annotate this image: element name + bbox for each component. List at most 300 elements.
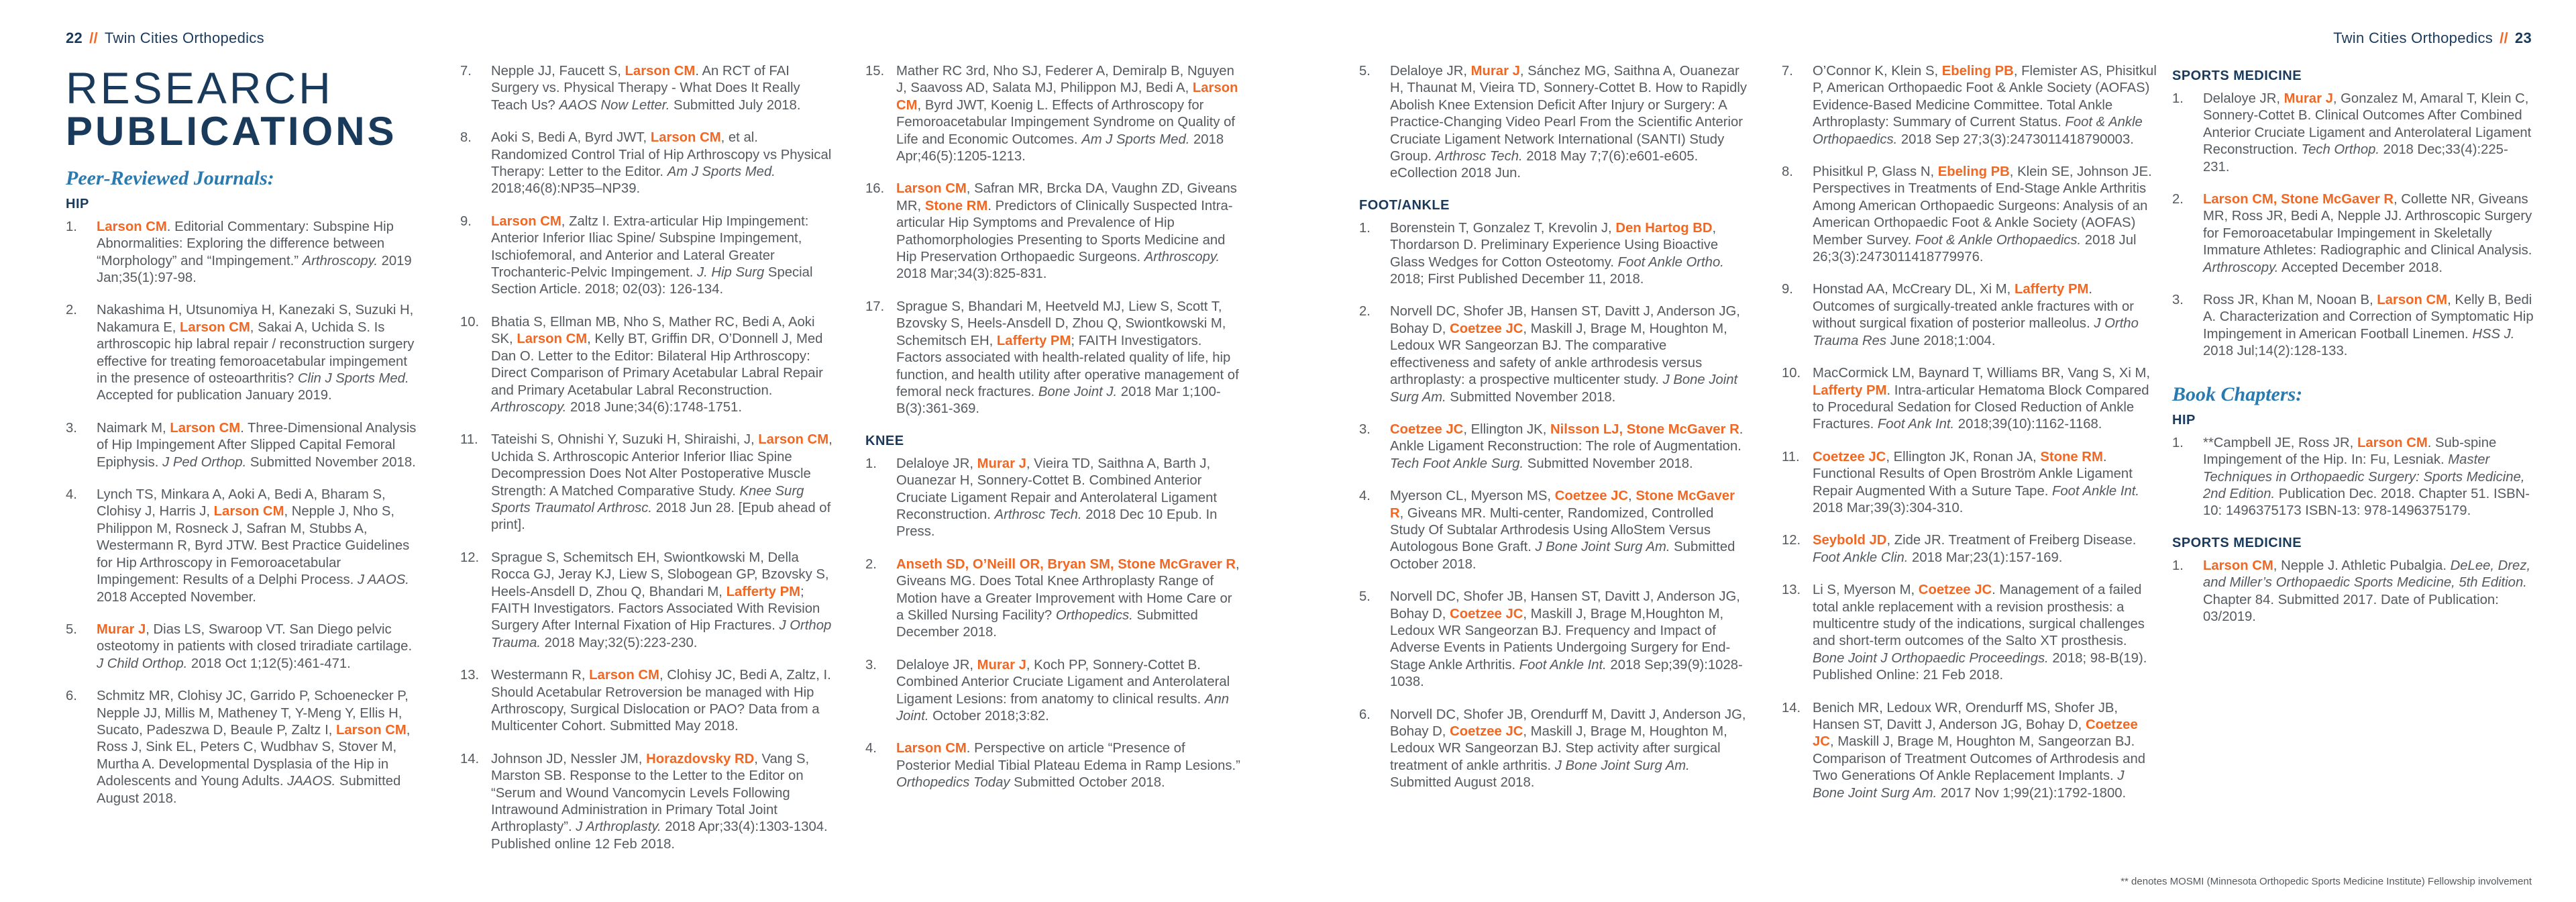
reference-text bbox=[97, 302, 421, 404]
reference-segment: Accepted December 2018. bbox=[2278, 260, 2443, 275]
journal-name: Tech Foot Ankle Surg. bbox=[1390, 456, 1524, 471]
right-separator: // bbox=[2500, 30, 2508, 46]
reference-segment: , Ellington JK, bbox=[1463, 421, 1550, 437]
highlighted-author: Ebeling PB bbox=[1941, 64, 2014, 79]
reference-segment: 2018 Mar;23(1):157-169. bbox=[1908, 550, 2063, 565]
reference-item bbox=[1782, 164, 2157, 266]
highlighted-author: Coetzee JC bbox=[1450, 606, 1523, 621]
reference-text bbox=[896, 299, 1241, 418]
reference-text bbox=[1390, 707, 1748, 792]
journal-name: DeLee, Drez, and Miller’s Orthopaedic Sports Medicine, 5th Edition. bbox=[2203, 558, 2531, 591]
reference-segment: , Zaltz I. Extra-articular Hip Impingement: Anterior Inferior Iliac Spine/ Subspine Impingement, Ischiofemoral, and Anterior and Lateral Greater Trochanteric-Pelvic Impingement. bbox=[491, 213, 809, 281]
reference-segment: , Maskill J, Brage M, Houghton M, Ledoux WR Sangeorzan BJ. The comparative effectiveness and safety of ankle arthrodesis versus arthroplasty: a prospective multicenter study. bbox=[1390, 321, 1727, 388]
highlighted-author: Larson CM bbox=[896, 741, 967, 756]
reference-segment: Nakashima H, Utsunomiya H, Kanezaki S, Suzuki H, Nakamura E, bbox=[97, 303, 414, 335]
reference-segment: 2018 June;34(6):1748-1751. bbox=[566, 399, 742, 415]
reference-text bbox=[1813, 582, 2157, 684]
reference-segment: Ross JR, Khan M, Nooan B, bbox=[2203, 293, 2377, 308]
journal-name: Orthopedics Today bbox=[896, 775, 1010, 791]
reference-item bbox=[865, 299, 1241, 418]
reference-number: 5. bbox=[1359, 64, 1371, 79]
reference-number: 1. bbox=[2172, 91, 2184, 106]
journal-name: Arthrosc Tech. bbox=[1435, 149, 1523, 164]
journal-name: J Bone Joint Surg Am. bbox=[1535, 540, 1670, 555]
reference-text bbox=[1813, 281, 2157, 350]
reference-number: 2. bbox=[865, 556, 877, 572]
reference-segment: Johnson JD, Nessler JM, bbox=[491, 751, 647, 766]
reference-segment: 2018 Oct 1;12(5):461-471. bbox=[187, 656, 351, 671]
reference-segment: . Perspective on article “Presence of Posterior Medial Tibial Plateau Edema in Ramp Lesions.” bbox=[896, 741, 1240, 773]
reference-text bbox=[2203, 191, 2534, 277]
highlighted-author: Larson CM bbox=[213, 504, 284, 519]
reference-number: 10. bbox=[460, 314, 480, 330]
reference-item bbox=[460, 751, 836, 853]
reference-segment: . An RCT of FAI Surgery vs. Physical Therapy - What Does It Really Teach Us? bbox=[491, 64, 800, 113]
journal-name: Orthopedics. bbox=[1055, 607, 1133, 623]
reference-segment: 2018;39(10):1162-1168. bbox=[1954, 417, 2102, 432]
reference-item bbox=[1782, 281, 2157, 350]
reference-segment: 2018 Mar 1;100-B(3):361-369. bbox=[896, 384, 1221, 417]
reference-segment: Submitted November 2018. bbox=[246, 454, 416, 470]
journal-name: AAOS Now Letter. bbox=[559, 97, 670, 113]
reference-text bbox=[1813, 449, 2157, 517]
reference-segment: , Vang S, Marston SB. Response to the Letter to the Editor on “Serum and Wound Vancomycin Levels Following Intrawound Administration in Primary Total Joint Arthroplasty”. bbox=[491, 751, 810, 835]
title-research: RESEARCH bbox=[66, 63, 333, 113]
reference-item bbox=[460, 63, 836, 114]
highlighted-author: Lafferty PM bbox=[996, 333, 1071, 348]
reference-text bbox=[97, 487, 421, 606]
reference-segment: 2018 Dec 10 Epub. In Press. bbox=[896, 507, 1218, 540]
reference-text bbox=[896, 63, 1241, 165]
reference-segment: . Management of a failed total ankle replacement with a revision prosthesis: a multicentre study of the indications, surgical challenges and short-term outcomes of the Salto XT prosthesis. bbox=[1813, 583, 2145, 649]
highlighted-author: Coetzee JC bbox=[1554, 489, 1629, 504]
reference-text bbox=[491, 432, 836, 534]
reference-segment: 2018 Dec;33(4):225-231. bbox=[2203, 142, 2508, 174]
reference-text bbox=[2203, 435, 2534, 520]
journal-name: JAAOS. bbox=[287, 774, 336, 789]
reference-number: 7. bbox=[460, 64, 472, 79]
reference-item bbox=[1359, 488, 1748, 573]
reference-text bbox=[2203, 292, 2534, 360]
reference-text bbox=[1390, 220, 1748, 289]
journal-name: Foot Ankle Int. bbox=[2052, 483, 2140, 499]
reference-segment: 2018 Mar;39(3):304-310. bbox=[1813, 500, 1964, 515]
reference-segment: Submitted November 2018. bbox=[1523, 456, 1693, 471]
journal-name: J Child Orthop. bbox=[97, 656, 188, 671]
reference-item bbox=[66, 219, 421, 287]
reference-segment: 2019 Jan;35(1):97-98. bbox=[97, 253, 412, 286]
reference-segment: Myerson CL, Myerson MS, bbox=[1390, 489, 1555, 504]
reference-segment: , Clohisy JC, Bedi A, Zaltz, I. Should Acetabular Retroversion be managed with Hip Arthroscopy, Surgical Dislocation or PAO? Data from a Multicenter Cohort. Submitted May 2018. bbox=[491, 668, 831, 734]
reference-segment: Submitted August 2018. bbox=[1390, 775, 1535, 791]
reference-segment: 2018 Mar;34(3):825-831. bbox=[896, 266, 1047, 282]
reference-segment: Submitted July 2018. bbox=[669, 97, 801, 113]
reference-segment: Submitted October 2018. bbox=[1390, 540, 1735, 572]
highlighted-author: Larson CM bbox=[650, 130, 721, 146]
reference-segment: Accepted for publication January 2019. bbox=[97, 388, 332, 403]
reference-text bbox=[491, 63, 836, 114]
highlighted-author: Lafferty PM bbox=[726, 584, 801, 599]
journal-name: J Bone Joint Surg Am. bbox=[1554, 758, 1690, 773]
reference-segment: Publication Dec. 2018. Chapter 51. ISBN-10: 1496375173 ISBN-13: 978-1496375179. bbox=[2203, 486, 2530, 519]
highlighted-author: Murar J bbox=[977, 657, 1026, 672]
highlighted-author: Larson CM, Stone McGaver R bbox=[2203, 192, 2394, 207]
highlighted-author: Den Hartog BD bbox=[1615, 220, 1713, 236]
left-page-header bbox=[66, 30, 264, 47]
reference-text bbox=[491, 751, 836, 853]
section-heading: SPORTS MEDICINE bbox=[2172, 68, 2302, 83]
reference-item bbox=[1782, 582, 2157, 684]
journal-name: Arthroscopy. bbox=[302, 253, 378, 268]
reference-segment: June 2018;1:004. bbox=[1886, 333, 1996, 348]
highlighted-author: Larson CM bbox=[758, 432, 829, 448]
reference-number: 6. bbox=[66, 689, 77, 704]
highlighted-author: Larson CM bbox=[2377, 293, 2448, 308]
highlighted-author: Stone RM bbox=[924, 198, 988, 213]
reference-segment: 2018 Sep;39(9):1028-1038. bbox=[1390, 657, 1743, 690]
reference-text bbox=[491, 213, 836, 299]
reference-number: 13. bbox=[460, 668, 480, 683]
reference-text bbox=[896, 556, 1241, 642]
highlighted-author: Coetzee JC bbox=[1450, 321, 1523, 336]
left-publication-name: Twin Cities Orthopedics bbox=[104, 30, 264, 46]
reference-number: 13. bbox=[1782, 583, 1801, 598]
reference-segment: Bhatia S, Ellman MB, Nho S, Mather RC, Bedi A, Aoki SK, bbox=[491, 314, 815, 347]
journal-name: Arthroscopy. bbox=[491, 399, 567, 415]
reference-segment: Aoki S, Bedi A, Byrd JWT, bbox=[491, 130, 651, 146]
journal-name: J Bone Joint Surg Am. bbox=[1813, 768, 2125, 801]
reference-segment: Delaloye JR, bbox=[896, 456, 977, 471]
reference-item bbox=[460, 432, 836, 534]
reference-segment: Submitted October 2018. bbox=[1010, 775, 1165, 791]
reference-segment: Norvell DC, Shofer JB, Hansen ST, Davitt J, Anderson JG, Bohay D, bbox=[1390, 304, 1740, 336]
reference-segment: . Intra-articular Hematoma Block Compared to Procedural Sedation for Closed Reduction of Ankle Fractures. bbox=[1813, 383, 2149, 432]
highlighted-author: Coetzee JC bbox=[1450, 724, 1523, 739]
reference-number: 5. bbox=[1359, 589, 1371, 605]
column-1-references bbox=[66, 197, 421, 807]
reference-number: 4. bbox=[865, 741, 877, 756]
reference-segment: , Byrd JWT, Koenig L. Effects of Arthroscopy for Femoroacetabular Impingement Syndrome on Quality of Life and Economic Outcomes. bbox=[896, 97, 1236, 147]
reference-segment: 2018; 98-B(19). Published Online: 21 Feb 2018. bbox=[1813, 650, 2147, 683]
reference-segment: Benich MR, Ledoux WR, Orendurff MS, Shofer JB, Hansen ST, Davitt J, Anderson JG, Bohay D, bbox=[1813, 700, 2118, 732]
column-3-references bbox=[865, 63, 1241, 792]
reference-item bbox=[460, 213, 836, 299]
reference-text bbox=[1390, 488, 1748, 573]
peer-reviewed-heading: Peer-Reviewed Journals: bbox=[66, 166, 274, 189]
reference-text bbox=[97, 621, 421, 672]
reference-item bbox=[1782, 700, 2157, 802]
highlighted-author: Larson CM bbox=[336, 722, 407, 738]
reference-text bbox=[896, 740, 1241, 791]
journal-name: J Bone Joint Surg Am. bbox=[1390, 372, 1738, 405]
journal-name: Foot Ankle Ortho. bbox=[1617, 254, 1724, 270]
reference-segment: , Zide JR. Treatment of Freiberg Disease. bbox=[1886, 533, 2137, 548]
column-5 bbox=[1782, 63, 2157, 817]
reference-number: 6. bbox=[1359, 707, 1371, 722]
reference-text bbox=[97, 219, 421, 287]
journal-name: J. Hip Surg bbox=[696, 265, 765, 281]
reference-segment: , Collette NR, Giveans MR, Ross JR, Bedi A, Nepple JJ. Arthroscopic Surgery for Femoroacetabular Impingement in Skeletally Immature Athletes: Radiographic and Clinical Analysis. bbox=[2203, 192, 2532, 258]
reference-segment: October 2018;3:82. bbox=[928, 709, 1049, 723]
highlighted-author: Murar J bbox=[1470, 64, 1520, 79]
reference-text bbox=[1390, 421, 1748, 472]
reference-number: 3. bbox=[66, 420, 77, 436]
highlighted-author: Ebeling PB bbox=[1937, 164, 2010, 180]
reference-segment: , Kelly B, Bedi A. Characterization and Correction of Symptomatic Hip Impingement in American Football Linemen. bbox=[2203, 293, 2534, 342]
journal-name: J AAOS. bbox=[357, 572, 409, 588]
reference-text bbox=[2203, 91, 2534, 176]
reference-segment: Sprague S, Bhandari M, Heetveld MJ, Liew S, Scott T, Bzovsky S, Heels-Ansdell D, Zhou Q, Swiontkowski M, Schemitsch EH, bbox=[896, 299, 1226, 348]
reference-segment: Nepple JJ, Faucett S, bbox=[491, 64, 625, 79]
reference-segment: Schmitz MR, Clohisy JC, Garrido P, Schoenecker P, Nepple JJ, Millis M, Matheney T, Y-Meng Y, Ellis H, Sucato, Padeszwa D, Beaule P, Zaltz I, bbox=[97, 689, 409, 738]
right-page-number: 23 bbox=[2514, 30, 2532, 46]
journal-name: J Ped Orthop. bbox=[162, 454, 247, 470]
reference-segment: Norvell DC, Shofer JB, Orendurff M, Davitt J, Anderson JG, Bohay D, bbox=[1390, 707, 1746, 739]
reference-number: 12. bbox=[460, 550, 480, 565]
column-2 bbox=[460, 63, 836, 868]
reference-segment: Phisitkul P, Glass N, bbox=[1813, 164, 1938, 180]
reference-segment: , Giveans MR. Multi-center, Randomized, Controlled Study Of Subtalar Arthrodesis Using AlloStem Versus Autologous Bone Graft. bbox=[1390, 505, 1714, 555]
reference-segment: , Flemister AS, Phisitkul P, American Orthopaedic Foot & Ankle Society (AOFAS) Evidence-Based Medicine Committee. Total Ankle Arthroplasty: Summary of Current Status. bbox=[1813, 64, 2157, 130]
reference-segment: , bbox=[1628, 489, 1636, 504]
reference-segment: 2018 May;32(5):223-230. bbox=[541, 635, 698, 650]
reference-item bbox=[2172, 292, 2534, 360]
reference-segment: **Campbell JE, Ross JR, bbox=[2203, 435, 2357, 450]
reference-segment: , Vieira TD, Saithna A, Barth J, Ouanezar H, Sonnery-Cottet B. Combined Anterior Cruciate Ligament Repair and Anterolateral Ligament Reconstruction. bbox=[896, 456, 1218, 522]
reference-item bbox=[66, 688, 421, 807]
reference-item bbox=[1782, 63, 2157, 148]
reference-segment: , Giveans MG. Does Total Knee Arthroplasty Range of Motion have a Greater Improvement with Home Care or a Skilled Nursing Facility? bbox=[896, 556, 1240, 623]
reference-segment: , Nepple J. Athletic Pubalgia. bbox=[2273, 558, 2451, 573]
reference-item bbox=[865, 63, 1241, 165]
reference-segment: , Kelly BT, Griffin DR, O’Donnell J, Med Dan O. Letter to the Editor: Bilateral Hip Arthroscopy: Direct Comparison of Primary Acetabular Labral Repair and Primary Acetabular Labral Reconstruction. bbox=[491, 332, 823, 398]
reference-number: 1. bbox=[865, 456, 877, 471]
reference-text bbox=[1390, 63, 1748, 183]
reference-number: 7. bbox=[1782, 64, 1793, 79]
reference-segment: Norvell DC, Shofer JB, Hansen ST, Davitt J, Anderson JG, Bohay D, bbox=[1390, 589, 1740, 621]
reference-segment: , Safran MR, Brcka DA, Vaughn ZD, Giveans MR, bbox=[896, 181, 1237, 213]
journal-name: Foot & Ankle Orthopaedics. bbox=[1813, 115, 2143, 147]
reference-number: 2. bbox=[1359, 304, 1371, 319]
reference-segment: , Gonzalez M, Amaral T, Klein C, Sonnery-Cottet B. Clinical Outcomes After Combined Anterior Cruciate Ligament and Anterolateral Ligament Reconstruction. bbox=[2203, 91, 2532, 158]
reference-segment: , Thordarson D. Preliminary Experience Using Bioactive Glass Wedges for Cotton Osteotomy. bbox=[1390, 220, 1719, 270]
section-heading: HIP bbox=[2172, 412, 2196, 428]
highlighted-author: Larson CM bbox=[517, 332, 588, 347]
journal-name: J Arthroplasty. bbox=[576, 819, 661, 835]
reference-text bbox=[1813, 365, 2157, 434]
reference-segment: Chapter 84. Submitted 2017. Date of Publication: 03/2019. bbox=[2203, 592, 2499, 624]
reference-segment: ; FAITH Investigators. Factors associated with health-related quality of life, hip function, and health utility after operative management of femoral neck fractures. bbox=[896, 333, 1239, 399]
reference-text bbox=[491, 130, 836, 198]
reference-segment: . Three-Dimensional Analysis of Hip Impingement After Slipped Capital Femoral Epiphysis. bbox=[97, 420, 417, 470]
reference-item bbox=[2172, 191, 2534, 277]
highlighted-author: Coetzee JC bbox=[1918, 583, 1992, 598]
journal-name: Arthrosc Tech. bbox=[994, 507, 1082, 522]
reference-segment: MacCormick LM, Baynard T, Williams BR, Vang S, Xi M, bbox=[1813, 366, 2151, 381]
column-6-references bbox=[2172, 68, 2534, 625]
reference-number: 4. bbox=[66, 487, 77, 503]
reference-segment: , Klein SE, Johnson JE. Perspectives in Treatments of End-Stage Ankle Arthritis Among American Orthopaedic Surgeons: Analysis of an American Orthopaedic Foot & Ankle Society (AOFAS) Member Survey. bbox=[1813, 164, 2152, 248]
reference-segment: . Functional Results of Open Broström Ankle Ligament Repair Augmented With a Suture Tape. bbox=[1813, 449, 2133, 499]
reference-text bbox=[97, 688, 421, 807]
footnote: ** denotes MOSMI (Minnesota Orthopedic Sports Medicine Institute) Fellowship involvement bbox=[2121, 876, 2532, 887]
reference-segment: , Nepple J, Nho S, Philippon M, Rosneck J, Safran M, Stubbs A, Westermann R, Byrd JTW. Best Practice Guidelines for Hip Arthroscopy in Femoroacetabular Impingement: Results of a Delphi Process. bbox=[97, 504, 410, 588]
reference-number: 11. bbox=[460, 432, 478, 448]
reference-number: 9. bbox=[460, 213, 472, 229]
reference-item bbox=[865, 456, 1241, 541]
highlighted-author: Coetzee JC bbox=[1390, 421, 1464, 437]
reference-item bbox=[1782, 365, 2157, 434]
reference-segment: Li S, Myerson M, bbox=[1813, 583, 1919, 598]
reference-segment: Tateishi S, Ohnishi Y, Suzuki H, Shiraishi, J, bbox=[491, 432, 759, 448]
journal-name: HSS J. bbox=[2472, 326, 2515, 342]
journal-name: Foot Ankle Int. bbox=[1519, 657, 1607, 672]
highlighted-author: Anseth SD, O’Neill OR, Bryan SM, Stone McGraver R bbox=[896, 556, 1236, 572]
reference-segment: Submitted August 2018. bbox=[97, 774, 401, 806]
reference-segment: 2018;46(8):NP35–NP39. bbox=[491, 181, 641, 197]
reference-segment: 2018 Apr;33(4):1303-1304. Published online 12 Feb 2018. bbox=[491, 819, 828, 852]
reference-number: 1. bbox=[2172, 558, 2184, 573]
highlighted-author: Murar J bbox=[97, 621, 146, 637]
reference-item bbox=[1782, 449, 2157, 517]
reference-segment: Naimark M, bbox=[97, 420, 170, 436]
reference-number: 9. bbox=[1782, 282, 1793, 297]
column-4 bbox=[1359, 63, 1748, 807]
reference-item bbox=[66, 621, 421, 672]
reference-number: 8. bbox=[460, 130, 472, 146]
reference-segment: Delaloye JR, bbox=[1390, 64, 1471, 79]
highlighted-author: Larson CM bbox=[180, 319, 250, 335]
column-5-references bbox=[1782, 63, 2157, 802]
reference-segment: , Maskill J, Brage M, Houghton M, Ledoux WR Sangeorzan BJ. Step activity after surgical treatment of ankle arthritis. bbox=[1390, 724, 1727, 773]
reference-item bbox=[66, 420, 421, 471]
reference-item bbox=[865, 181, 1241, 283]
reference-segment: . Outcomes of surgically-treated ankle fractures with or without surgical fixation of posterior malleolus. bbox=[1813, 282, 2135, 332]
reference-item bbox=[2172, 91, 2534, 176]
column-1 bbox=[66, 63, 421, 823]
reference-item bbox=[460, 667, 836, 736]
reference-segment: 2018; First Published December 11, 2018. bbox=[1390, 272, 1644, 287]
reference-segment: Honstad AA, McCreary DL, Xi M, bbox=[1813, 282, 2015, 297]
reference-text bbox=[1813, 63, 2157, 148]
journal-name: J Orthop Trauma. bbox=[491, 618, 832, 650]
reference-segment: 2017 Nov 1;99(21):1792-1800. bbox=[1937, 785, 2127, 801]
highlighted-author: Lafferty PM bbox=[2014, 282, 2089, 297]
right-publication-name: Twin Cities Orthopedics bbox=[2333, 30, 2493, 46]
highlighted-author: Larson CM bbox=[625, 64, 696, 79]
reference-item bbox=[2172, 558, 2534, 626]
reference-segment: Mather RC 3rd, Nho SJ, Federer A, Demiralp B, Nguyen J, Saavoss AD, Salata MJ, Philippon MJ, Bedi A, bbox=[896, 64, 1234, 96]
reference-number: 1. bbox=[1359, 220, 1371, 236]
reference-number: 17. bbox=[865, 299, 885, 314]
reference-item bbox=[1359, 421, 1748, 472]
reference-segment: , Maskill J, Brage M, Houghton M, Sangeorzan BJ. Comparison of Treatment Outcomes of Arthrodesis and Two Generations Of Ankle Replacement Implants. bbox=[1813, 734, 2145, 784]
reference-number: 5. bbox=[66, 621, 77, 637]
reference-segment: Borenstein T, Gonzalez T, Krevolin J, bbox=[1390, 220, 1616, 236]
reference-number: 8. bbox=[1782, 164, 1793, 180]
reference-number: 10. bbox=[1782, 366, 1801, 381]
reference-text bbox=[97, 420, 421, 471]
reference-number: 1. bbox=[2172, 435, 2184, 450]
reference-segment: , Koch PP, Sonnery-Cottet B. Combined Anterior Cruciate Ligament and Anterolateral Ligament Lesions: from anatomy to clinical results. bbox=[896, 657, 1230, 707]
journal-name: Clin J Sports Med. bbox=[297, 371, 409, 387]
journal-name: Ann Joint. bbox=[896, 691, 1230, 723]
reference-number: 12. bbox=[1782, 533, 1801, 548]
highlighted-author: Murar J bbox=[2284, 91, 2333, 106]
highlighted-author: Stone McGaver R bbox=[1390, 489, 1735, 521]
column-4-references bbox=[1359, 63, 1748, 792]
journal-name: Am J Sports Med. bbox=[1081, 132, 1190, 147]
reference-number: 15. bbox=[865, 64, 885, 79]
reference-segment: Submitted December 2018. bbox=[896, 607, 1198, 640]
highlighted-author: Coetzee JC bbox=[1813, 717, 2138, 750]
reference-segment: Submitted November 2018. bbox=[1446, 389, 1616, 405]
reference-text bbox=[896, 181, 1241, 283]
highlighted-author: Larson CM bbox=[896, 81, 1238, 113]
journal-name: Foot & Ankle Orthopaedics. bbox=[1915, 232, 2082, 248]
journal-name: Arthroscopy. bbox=[2203, 260, 2279, 275]
reference-text bbox=[1813, 700, 2157, 802]
reference-segment: 2018 Jun 28. [Epub ahead of print]. bbox=[491, 500, 831, 533]
journal-name: Master Techniques in Orthopaedic Surgery: Sports Medicine, 2nd Edition. bbox=[2203, 452, 2525, 501]
journal-name: Foot Ank Int. bbox=[1877, 417, 1955, 432]
reference-text bbox=[2203, 558, 2534, 626]
reference-item bbox=[865, 657, 1241, 725]
section-heading: FOOT/ANKLE bbox=[1359, 197, 1450, 213]
journal-name: Am J Sports Med. bbox=[667, 164, 775, 180]
reference-segment: 2018 Jul;14(2):128-133. bbox=[2203, 344, 2348, 359]
reference-item bbox=[1359, 707, 1748, 792]
reference-item bbox=[865, 740, 1241, 791]
journal-name: Bone Joint J Orthopaedic Proceedings. bbox=[1813, 650, 2049, 666]
reference-text bbox=[491, 550, 836, 652]
reference-segment: 2018 Accepted November. bbox=[97, 589, 256, 605]
highlighted-author: Stone RM bbox=[2040, 449, 2103, 464]
reference-number: 11. bbox=[1782, 449, 1800, 464]
section-heading: SPORTS MEDICINE bbox=[2172, 535, 2302, 550]
reference-segment: , Uchida S. Arthroscopic Anterior Inferior Iliac Spine Decompression Does Not Alter Postoperative Muscle Strength: A Matched Comparative Study. bbox=[491, 432, 833, 499]
reference-segment: , Sakai A, Uchida S. Is arthroscopic hip labral repair / reconstruction surgery effective for treating femoroacetabular impingement in the presence of osteoarthritis? bbox=[97, 319, 415, 387]
reference-segment: Westermann R, bbox=[491, 668, 590, 683]
journal-name: Tech Orthop. bbox=[2301, 142, 2380, 158]
reference-segment: . Ankle Ligament Reconstruction: The role of Augmentation. bbox=[1390, 421, 1743, 454]
highlighted-author: Larson CM bbox=[896, 181, 967, 197]
section-heading: HIP bbox=[66, 196, 89, 211]
reference-segment: , Ross J, Sink EL, Peters C, Wudbhav S, Stover M, Murtha A. Developmental Dysplasia of the Hip in Adolescents and Young Adults. bbox=[97, 722, 411, 789]
reference-number: 3. bbox=[865, 657, 877, 672]
left-separator: // bbox=[89, 30, 98, 46]
reference-item bbox=[460, 550, 836, 652]
reference-item bbox=[66, 487, 421, 606]
reference-item bbox=[1359, 63, 1748, 183]
reference-text bbox=[491, 667, 836, 736]
reference-segment: 2018 Apr;46(5):1205-1213. bbox=[896, 132, 1224, 164]
highlighted-author: Coetzee JC bbox=[1813, 449, 1886, 464]
reference-item bbox=[460, 314, 836, 416]
reference-text bbox=[491, 314, 836, 416]
highlighted-author: Larson CM bbox=[2203, 558, 2273, 573]
reference-segment: , Ellington JK, Ronan JA, bbox=[1886, 449, 2041, 464]
reference-segment: Sprague S, Schemitsch EH, Swiontkowski M, Della Rocca GJ, Jeray KJ, Liew S, Slobogean GP, Bzovsky S, Heels-Ansdell D, Zhou Q, Bhandari M, bbox=[491, 550, 829, 599]
reference-text bbox=[1390, 589, 1748, 691]
column-6 bbox=[2172, 63, 2534, 641]
reference-item bbox=[2172, 435, 2534, 520]
reference-number: 14. bbox=[460, 751, 480, 766]
reference-segment: 2018 Sep 27;3(3):2473011418790003. bbox=[1897, 132, 2134, 147]
highlighted-author: Larson CM bbox=[589, 668, 659, 683]
reference-segment: . Sub-spine Impingement of the Hip. In: Fu, Lesniak. bbox=[2203, 435, 2497, 468]
highlighted-author: Nilsson LJ, Stone McGaver R bbox=[1550, 421, 1739, 437]
